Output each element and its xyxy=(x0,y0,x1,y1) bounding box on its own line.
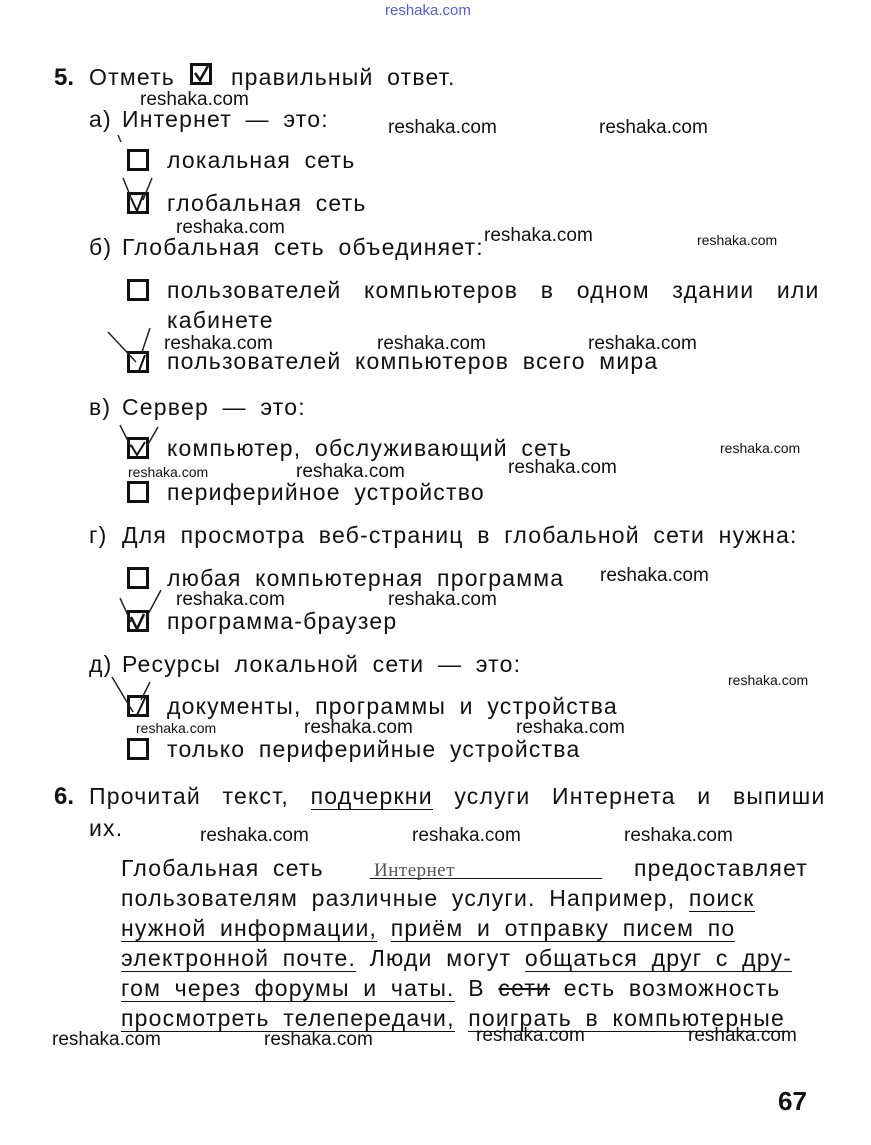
task6-p1-b: предоставляет xyxy=(634,855,809,881)
task6-line5 xyxy=(121,975,780,1002)
watermark: reshaka.com xyxy=(264,1029,373,1050)
top-watermark: reshaka.com xyxy=(385,2,471,19)
watermark: reshaka.com xyxy=(697,232,778,248)
task6-p2-u: поиск xyxy=(688,885,755,911)
task6-p4-u2: общаться друг с дру- xyxy=(524,945,793,971)
task6-line3 xyxy=(121,915,735,942)
task6-p2-a: пользователям различные услуги. Например, xyxy=(121,885,676,911)
option-b-1-cont: кабинете xyxy=(167,307,274,333)
question-b-text: Глобальная сеть объединяет: xyxy=(122,234,484,260)
watermark: reshaka.com xyxy=(600,565,709,586)
task6-instruction-c: их. xyxy=(89,815,124,841)
question-g-text: Для просмотра веб-страниц в глобальной сети нужна: xyxy=(122,522,798,548)
task6-p6-u1: просмотреть телепередачи, xyxy=(121,1005,455,1031)
watermark: reshaka.com xyxy=(412,825,521,846)
checkbox-b-2[interactable] xyxy=(127,351,149,373)
watermark: reshaka.com xyxy=(388,117,497,138)
task6-instruction-a: Прочитай текст, xyxy=(89,783,290,809)
question-b-prefix: б) xyxy=(89,234,113,260)
task5-number: 5. xyxy=(54,64,75,91)
watermark: reshaka.com xyxy=(296,461,405,482)
checkbox-g-2[interactable] xyxy=(127,610,149,632)
option-v-1: компьютер, обслуживающий сеть xyxy=(167,435,573,461)
answer-blank-line[interactable] xyxy=(370,860,602,879)
question-g-prefix: г) xyxy=(89,522,108,548)
task6-p5-a: В xyxy=(468,975,485,1001)
option-d-2: только периферийные устройства xyxy=(167,736,581,762)
watermark: reshaka.com xyxy=(720,440,801,456)
task6-p5-u: гом через форумы и чаты. xyxy=(121,975,455,1001)
checkbox-v-1[interactable] xyxy=(127,437,149,459)
option-b-2: пользователей компьютеров всего мира xyxy=(167,348,659,374)
page-number: 67 xyxy=(778,1086,807,1116)
task6-p6-u2: поиграть в компьютерные xyxy=(468,1005,785,1031)
question-a-text: Интернет — это: xyxy=(122,106,329,132)
watermark: reshaka.com xyxy=(688,1025,797,1046)
checkbox-v-2[interactable] xyxy=(127,481,149,503)
task6-line4 xyxy=(121,945,792,972)
task6-instruction-line1 xyxy=(89,783,826,810)
task6-instruction-b: услуги Интернета и выпиши xyxy=(454,783,826,809)
watermark: reshaka.com xyxy=(52,1029,161,1050)
watermark: reshaka.com xyxy=(624,825,733,846)
watermark: reshaka.com xyxy=(128,464,209,480)
watermark: reshaka.com xyxy=(516,717,625,738)
checkbox-d-2[interactable] xyxy=(127,738,149,760)
answer-handwritten: Интернет xyxy=(374,860,456,881)
watermark: reshaka.com xyxy=(176,589,285,610)
checkbox-d-1[interactable] xyxy=(127,695,149,717)
watermark: reshaka.com xyxy=(304,717,413,738)
checkbox-b-1[interactable] xyxy=(127,279,149,301)
question-d-prefix: д) xyxy=(89,651,113,677)
instruction-checkbox-icon xyxy=(190,63,212,85)
task6-p4-a: Люди могут xyxy=(369,945,512,971)
option-a-1: локальная сеть xyxy=(167,147,356,173)
watermark: reshaka.com xyxy=(388,589,497,610)
watermark: reshaka.com xyxy=(588,333,697,354)
question-v-text: Сервер — это: xyxy=(122,394,306,420)
watermark: reshaka.com xyxy=(377,333,486,354)
question-v-prefix: в) xyxy=(89,394,112,420)
checkbox-a-1[interactable] xyxy=(127,149,149,171)
option-b-1: пользователей компьютеров в одном здании или xyxy=(167,277,820,303)
question-d-text: Ресурсы локальной сети — это: xyxy=(122,651,522,677)
checkbox-g-1[interactable] xyxy=(127,567,149,589)
task6-p1-a: Глобальная сеть xyxy=(121,855,324,881)
watermark: reshaka.com xyxy=(176,217,285,238)
option-g-2: программа-браузер xyxy=(167,608,398,634)
task6-instruction-underlined: подчеркни xyxy=(310,783,433,809)
task6-p5-b: есть возможность xyxy=(563,975,781,1001)
question-a-prefix: а) xyxy=(89,106,112,132)
task6-line1 xyxy=(121,855,324,882)
option-d-1: документы, программы и устройства xyxy=(167,693,618,719)
task6-line6 xyxy=(121,1005,785,1032)
watermark: reshaka.com xyxy=(476,1025,585,1046)
task6-number: 6. xyxy=(54,783,75,810)
watermark: reshaka.com xyxy=(136,720,217,736)
task6-p4-u1: электронной почте. xyxy=(121,945,357,971)
watermark: reshaka.com xyxy=(140,89,249,110)
option-a-2: глобальная сеть xyxy=(167,190,367,216)
watermark: reshaka.com xyxy=(200,825,309,846)
watermark: reshaka.com xyxy=(484,225,593,246)
watermark: reshaka.com xyxy=(164,333,273,354)
task6-p3-u1: нужной информации, xyxy=(121,915,378,941)
watermark: reshaka.com xyxy=(599,117,708,138)
option-v-2: периферийное устройство xyxy=(167,479,485,505)
task5-instruction-before: Отметь xyxy=(89,64,175,90)
task5-instruction-after: правильный ответ. xyxy=(231,64,456,90)
option-g-1: любая компьютерная программа xyxy=(167,565,565,591)
watermark: reshaka.com xyxy=(728,672,809,688)
task6-p5-strike: сети xyxy=(498,975,551,1001)
task6-line2 xyxy=(121,885,755,912)
watermark: reshaka.com xyxy=(508,457,617,478)
task6-p3-u2: приём и отправку писем по xyxy=(390,915,736,941)
checkbox-a-2[interactable] xyxy=(127,192,149,214)
